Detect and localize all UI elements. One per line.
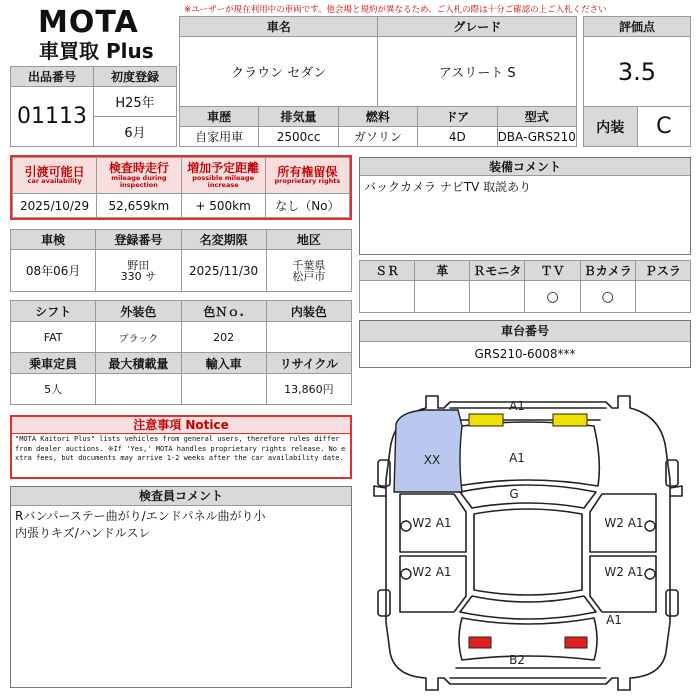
proprietary-rights-header: 所有権留保 proprietary rights: [265, 158, 349, 194]
plate-label: 登録番号: [96, 230, 181, 250]
option-back-camera-label: Ｂカメラ: [580, 261, 635, 281]
mark-left-front-door: W2 A1: [412, 516, 452, 530]
notice-text: "MOTA Kaitori Plus" lists vehicles from general users, therefore rules differ from dealer auctions. ※If 'Yes,' MOTA handles proprietary rights release. No extra fees, but documents may arrive 1-2 weeks after the car availability date.: [15, 435, 346, 462]
mileage-header: 検査時走行 mileage during inspection: [97, 158, 181, 194]
equipment-comment: バックカメラ ナビTV 取説あり: [364, 180, 532, 194]
inspection-date: 08年06月: [11, 250, 96, 292]
logo-text: MOTA: [38, 5, 139, 40]
fuel: ガソリン: [338, 127, 417, 147]
inspection-label: 車検: [11, 230, 96, 250]
headlight-left: [469, 414, 503, 426]
shift: FAT: [11, 322, 96, 353]
exterior-color: ブラック: [96, 322, 181, 353]
proprietary-rights: なし（No）: [265, 194, 349, 218]
mark-right-rear-door: W2 A1: [604, 565, 644, 579]
score-label: 評価点: [584, 17, 691, 37]
score-value: 3.5: [584, 37, 691, 107]
headlight-right: [553, 414, 587, 426]
notice-box: [10, 415, 352, 479]
taillight-left: [469, 637, 491, 648]
listing-box: [10, 66, 177, 147]
option-rear-monitor-label: Ｒモニタ: [470, 261, 525, 281]
taillight-right: [565, 637, 587, 648]
car-name: クラウン セダン: [180, 37, 378, 107]
model-label: 型式: [497, 107, 577, 127]
max-load: [96, 374, 181, 405]
mark-rear-right-quarter: A1: [606, 613, 622, 627]
mark-windshield: G: [509, 487, 519, 501]
registration-year: H25年: [94, 87, 177, 117]
option-leather-label: 革: [415, 261, 470, 281]
chassis-label: 車台番号: [360, 321, 690, 342]
registration-month: 6月: [94, 117, 177, 147]
options-box: [359, 260, 691, 313]
equipment-box: [359, 157, 691, 255]
availability-date: 2025/10/29: [13, 194, 97, 218]
listing-number: 01113: [11, 87, 94, 147]
recycle-fee: 13,860円: [266, 374, 351, 405]
option-tv: ○: [525, 281, 580, 313]
model-code: DBA-GRS210: [497, 127, 577, 147]
equipment-label: 装備コメント: [360, 158, 690, 176]
grade-label: グレード: [378, 17, 577, 37]
doors: 4D: [418, 127, 497, 147]
option-tv-label: ＴＶ: [525, 261, 580, 281]
car-name-label: 車名: [180, 17, 378, 37]
mirror-right: [670, 486, 682, 496]
first-registration-label: 初度登録: [94, 67, 177, 87]
mark-left-fender: XX: [423, 453, 441, 467]
mark-front-bumper: A1: [509, 399, 525, 413]
roof: [474, 509, 582, 595]
inspector-comment-line1: Rバンパーステー曲がり/エンドパネル曲がり小: [15, 509, 266, 523]
handle-lr: [401, 569, 411, 579]
recycle-label: リサイクル: [266, 353, 351, 374]
option-leather: [415, 281, 470, 313]
registration-box: [10, 229, 352, 292]
max-load-label: 最大積載量: [96, 353, 181, 374]
inspector-label: 検査員コメント: [11, 487, 351, 506]
inspector-box: [10, 486, 352, 688]
option-power-slide: [635, 281, 690, 313]
capacity-label: 乗車定員: [11, 353, 96, 374]
car-damage-diagram: [366, 390, 694, 696]
name-change-label: 名変期限: [181, 230, 266, 250]
mileage-increase-header: 増加予定距離 possible mileage increase: [181, 158, 265, 194]
mirror-left: [374, 486, 386, 496]
shift-label: シフト: [11, 301, 96, 322]
interior-color: [266, 322, 351, 353]
windshield: [460, 485, 596, 508]
mark-right-front-door: W2 A1: [604, 516, 644, 530]
mileage: 52,659km: [97, 194, 181, 218]
mark-hood: A1: [509, 451, 525, 465]
availability-box: [10, 155, 352, 220]
color-number: 202: [181, 322, 266, 353]
plate-number: 野田 330 サ: [96, 250, 181, 292]
option-sr: [360, 281, 415, 313]
mark-rear-bumper: B2: [509, 653, 525, 667]
option-power-slide-label: Ｐスラ: [635, 261, 690, 281]
color-number-label: 色Ｎｏ.: [181, 301, 266, 322]
capacity: 5人: [11, 374, 96, 405]
interior-color-label: 内装色: [266, 301, 351, 322]
mota-logo: [38, 6, 154, 62]
history-label: 車歴: [180, 107, 259, 127]
import: [181, 374, 266, 405]
name-change-deadline: 2025/11/30: [181, 250, 266, 292]
handle-rf: [645, 521, 655, 531]
listing-number-label: 出品番号: [11, 67, 94, 87]
top-notice: ※ユーザーが現在利用中の車両です。他会場と規約が異なるため、ご入札の際は十分ご確認の上ご入札ください: [184, 5, 607, 15]
import-label: 輸入車: [181, 353, 266, 374]
chassis-number: GRS210-6008***: [474, 347, 576, 361]
history: 自家用車: [180, 127, 259, 147]
displacement-label: 排気量: [259, 107, 338, 127]
option-sr-label: ＳＲ: [360, 261, 415, 281]
handle-lf: [401, 521, 411, 531]
fuel-label: 燃料: [338, 107, 417, 127]
score-box: [583, 16, 691, 147]
displacement: 2500cc: [259, 127, 338, 147]
grade: アスリート S: [378, 37, 577, 107]
chassis-box: [359, 320, 691, 368]
option-back-camera: ○: [580, 281, 635, 313]
hood: [457, 422, 600, 486]
option-rear-monitor: [470, 281, 525, 313]
region-label: 地区: [266, 230, 351, 250]
region: 千葉県 松戸市: [266, 250, 351, 292]
wheel-rear-right: [666, 590, 678, 616]
mileage-increase: + 500km: [181, 194, 265, 218]
notice-label: 注意事項 Notice: [12, 417, 350, 434]
specs-box: [10, 300, 352, 405]
interior-label: 内装: [584, 107, 638, 147]
availability-date-header: 引渡可能日 car availability: [13, 158, 97, 194]
vehicle-info-box: [179, 16, 577, 147]
exterior-color-label: 外装色: [96, 301, 181, 322]
highlight-panel: [394, 410, 462, 492]
doors-label: ドア: [418, 107, 497, 127]
rear-bumper: [450, 668, 606, 678]
mark-left-rear-door: W2 A1: [412, 565, 452, 579]
wheel-rear-left: [378, 590, 390, 616]
rear-window: [460, 596, 596, 619]
inspector-comment-line2: 内張りキズ/ハンドルスレ: [15, 526, 151, 540]
handle-rr: [645, 569, 655, 579]
logo-subtitle: 車買取 Plus: [39, 39, 154, 63]
interior-grade: C: [637, 107, 691, 147]
